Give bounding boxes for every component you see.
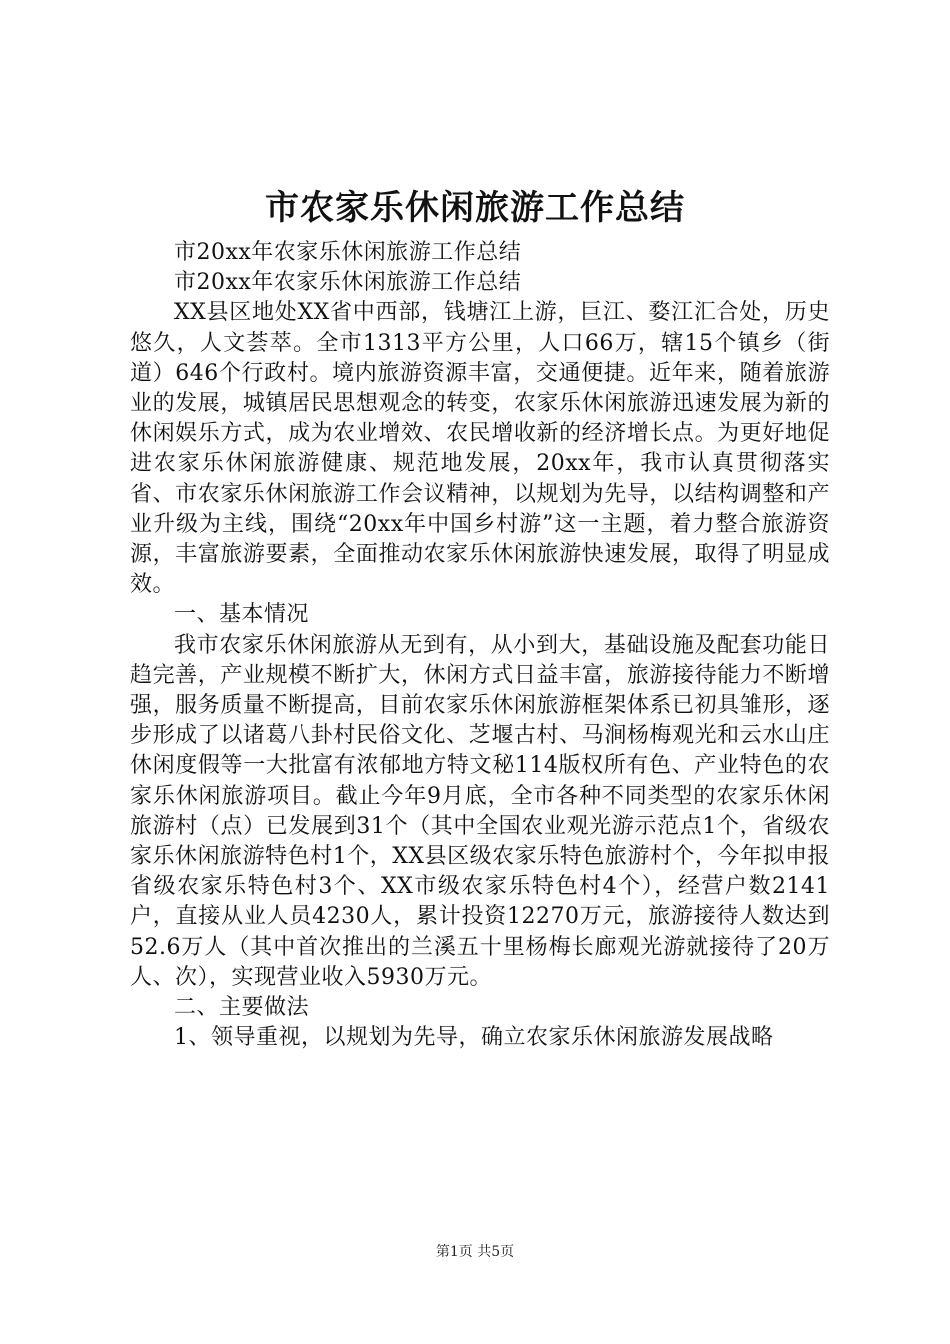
document-body — [130, 238, 830, 1053]
section-heading-main-practices: 二、主要做法 — [174, 995, 310, 1021]
subtitle-line: 市20xx年农家乐休闲旅游工作总结 — [174, 270, 522, 296]
document-title: 市农家乐休闲旅游工作总结 — [265, 188, 685, 228]
page-number-footer: 第1页 共5页 — [435, 1244, 515, 1260]
basic-situation-paragraph: 我市农家乐休闲旅游从无到有，从小到大，基础设施及配套功能日趋完善，产业规模不断扩大，休闲方式日益丰富，旅游接待能力不断增强，服务质量不断提高，目前农家乐休闲旅游框架体系已初具雏形，逐步形成了以诸葛八卦村民俗文化、芝堰古村、马涧杨梅观光和云水山庄休闲度假等一大批富有浓郁地方特文秘114版权所有色、产业特色的农家乐休闲旅游项目。截止今年9月底，全市各种不同类型的农家乐休闲旅游村（点）已发展到31个（其中全国农业观光游示范点1个，省级农家乐休闲旅游特色村1个，XX县区级农家乐特色旅游村个，今年拟申报省级农家乐特色村3个、XX市级农家乐特色村4个），经营户数2141户，直接从业人员4230人，累计投资12270万元，旅游接待人数达到52.6万人（其中首次推出的兰溪五十里杨梅长廊观光游就接待了20万人、次），实现营业收入5930万元。 — [130, 632, 830, 990]
section-heading-basic-situation: 一、基本情况 — [174, 602, 310, 628]
subsection-heading-leadership: 1、领导重视，以规划为先导，确立农家乐休闲旅游发展战略 — [174, 1025, 774, 1051]
intro-paragraph: XX县区地处XX省中西部，钱塘江上游，巨江、婺江汇合处，历史悠久，人文荟萃。全市1313平方公里，人口66万，辖15个镇乡（街道）646个行政村。境内旅游资源丰富，交通便捷。近年来，随着旅游业的发展，城镇居民思想观念的转变，农家乐休闲旅游迅速发展为新的休闲娱乐方式，成为农业增效、农民增收新的经济增长点。为更好地促进农家乐休闲旅游健康、规范地发展，20xx年，我市认真贯彻落实省、市农家乐休闲旅游工作会议精神，以规划为先导，以结构调整和产业升级为主线，围绕“20xx年中国乡村游”这一主题，着力整合旅游资源，丰富旅游要素，全面推动农家乐休闲旅游快速发展，取得了明显成效。 — [130, 300, 830, 598]
subtitle-line: 市20xx年农家乐休闲旅游工作总结 — [174, 240, 522, 265]
